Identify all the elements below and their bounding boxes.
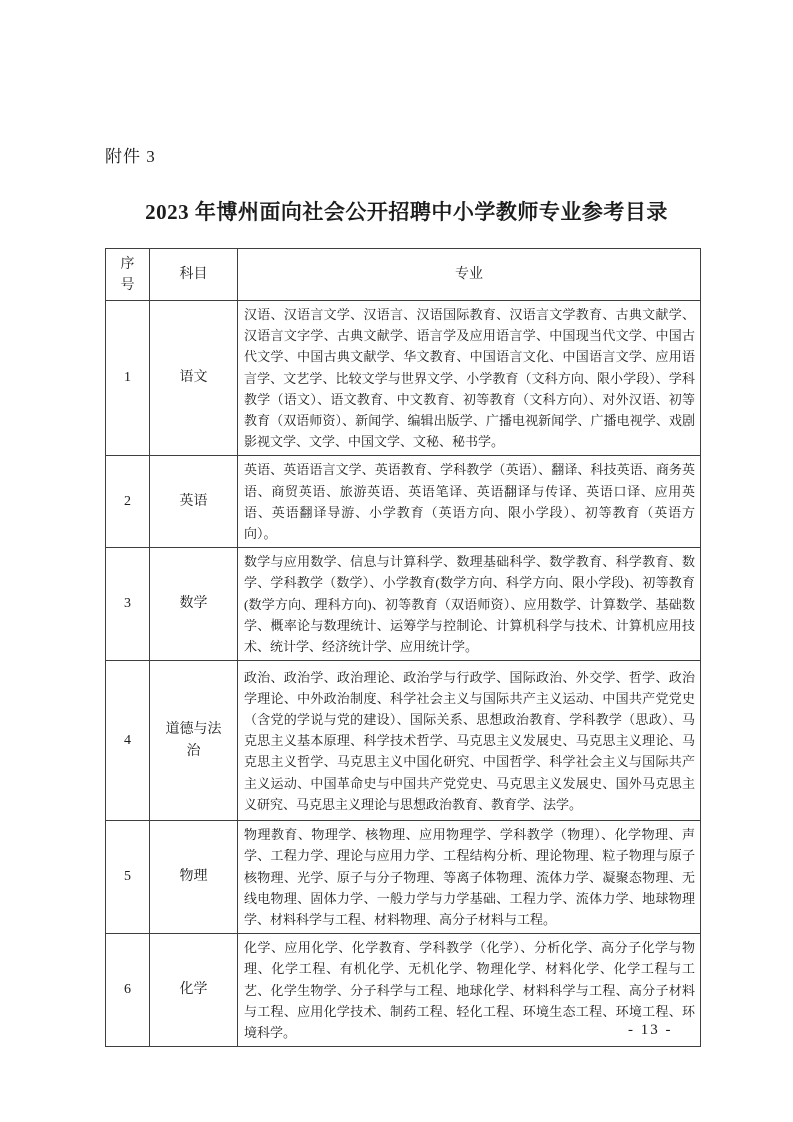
table-row	[106, 821, 701, 934]
page-number: - 13 -	[628, 1022, 673, 1038]
row-no: 4	[106, 661, 150, 821]
table-row	[106, 934, 701, 1047]
row-subject	[150, 548, 238, 661]
row-subject-label: 化学	[179, 982, 208, 998]
row-no: 2	[106, 456, 150, 548]
row-subject	[150, 456, 238, 548]
row-subject-label: 物理	[179, 869, 208, 885]
page-title: 2023 年博州面向社会公开招聘中小学教师专业参考目录	[145, 200, 668, 224]
header-no-label: 序号	[120, 256, 135, 293]
row-majors: 物理教育、物理学、核物理、应用物理学、学科教学（物理）、化学物理、声学、工程力学、理论与应用力学、工程结构分析、理论物理、粒子物理与原子核物理、光学、原子与分子物理、等离子体物理、流体力学、凝聚态物理、无线电物理、固体力学、一般力学与力学基础、工程力学、流体力学、地球物理学、材料科学与工程、材料物理、高分子材料与工程。	[238, 821, 701, 934]
row-majors: 汉语、汉语言文学、汉语言、汉语国际教育、汉语言文学教育、古典文献学、汉语言文字学、古典文献学、语言学及应用语言学、中国现当代文学、中国古代文学、中国古典文献学、华文教育、中国语言文化、中国语言文学、应用语言学、文艺学、比较文学与世界文学、小学教育（文科方向、限小学段）、学科教学（语文）、语文教育、中文教育、初等教育（文科方向）、对外汉语、初等教育（双语师资）、新闻学、编辑出版学、广播电视新闻学、广播电视学、戏剧影视文学、文学、中国文学、文秘、秘书学。	[238, 301, 701, 456]
table-header-row	[106, 249, 701, 301]
major-catalog-table	[105, 248, 701, 1047]
row-no: 6	[106, 934, 150, 1047]
row-majors: 化学、应用化学、化学教育、学科教学（化学）、分析化学、高分子化学与物理、化学工程、有机化学、无机化学、物理化学、材料化学、化学工程与工艺、化学生物学、分子科学与工程、地球化学、材料科学与工程、高分子材料与工程、应用化学技术、制药工程、轻化工程、环境生态工程、环境工程、环境科学。	[238, 934, 701, 1047]
header-subject: 科目	[150, 249, 238, 301]
row-subject	[150, 301, 238, 456]
row-no: 1	[106, 301, 150, 456]
attachment-label: 附件 3	[105, 147, 156, 166]
row-subject	[150, 821, 238, 934]
header-no	[106, 249, 150, 301]
table-row	[106, 661, 701, 821]
row-no: 5	[106, 821, 150, 934]
row-subject-label: 英语	[179, 493, 208, 509]
row-no: 3	[106, 548, 150, 661]
table-row	[106, 548, 701, 661]
row-subject	[150, 934, 238, 1047]
row-subject	[150, 661, 238, 821]
header-major: 专业	[238, 249, 701, 301]
table-row	[106, 301, 701, 456]
table-row	[106, 456, 701, 548]
row-subject-label: 语文	[179, 370, 208, 386]
row-majors: 政治、政治学、政治理论、政治学与行政学、国际政治、外交学、哲学、政治学理论、中外政治制度、科学社会主义与国际共产主义运动、中国共产党党史（含党的学说与党的建设）、国际关系、思想政治教育、学科教学（思政）、马克思主义基本原理、科学技术哲学、马克思主义发展史、马克思主义理论、马克思主义哲学、马克思主义中国化研究、中国哲学、科学社会主义与国际共产主义运动、中国革命史与中国共产党党史、马克思主义发展史、国外马克思主义研究、马克思主义理论与思想政治教育、教育学、法学。	[238, 661, 701, 821]
row-majors: 英语、英语语言文学、英语教育、学科教学（英语）、翻译、科技英语、商务英语、商贸英语、旅游英语、英语笔译、英语翻译与传译、英语口译、应用英语、英语翻译导游、小学教育（英语方向、限小学段）、初等教育（英语方向）。	[238, 456, 701, 548]
row-subject-label: 道德与法治	[165, 721, 222, 759]
row-subject-label: 数学	[179, 596, 208, 612]
row-majors: 数学与应用数学、信息与计算科学、数理基础科学、数学教育、科学教育、数学、学科教学（数学）、小学教育(数学方向、科学方向、限小学段)、初等教育(数学方向、理科方向)、初等教育（双语师资）、应用数学、计算数学、基础数学、概率论与数理统计、运筹学与控制论、计算机科学与技术、计算机应用技术、统计学、经济统计学、应用统计学。	[238, 548, 701, 661]
